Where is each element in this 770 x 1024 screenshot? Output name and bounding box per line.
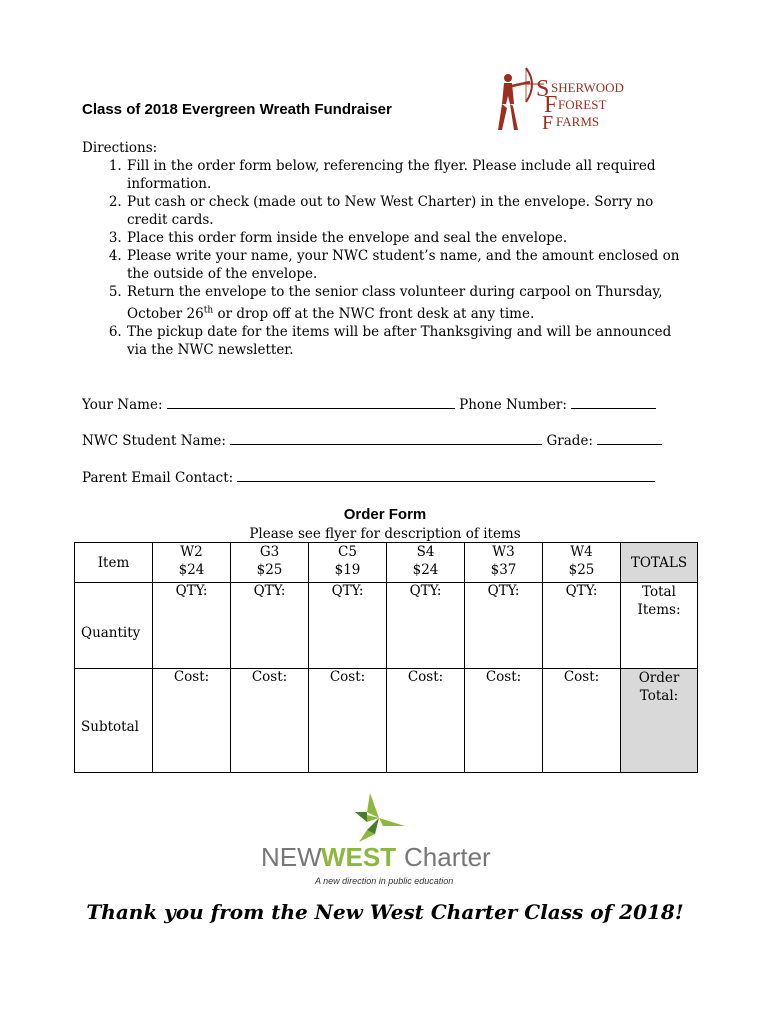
form-title: Class of 2018 Evergreen Wreath Fundraiser: [82, 101, 392, 118]
cost-label: Cost:: [173, 669, 210, 685]
cost-cell[interactable]: [231, 669, 309, 773]
order-total-cell[interactable]: [621, 669, 698, 773]
item-w3-header: [465, 543, 543, 583]
cost-cell[interactable]: [309, 669, 387, 773]
cost-label: Cost:: [407, 669, 444, 685]
cost-cell[interactable]: [153, 669, 231, 773]
student-name-field[interactable]: [230, 430, 542, 445]
directions: [82, 139, 692, 359]
cost-label: Cost:: [563, 669, 600, 685]
item-price: $19: [334, 562, 361, 578]
order-form-title: Order Form: [343, 506, 427, 523]
order-form-subtitle: Please see flyer for description of items: [249, 526, 521, 542]
qty-cell[interactable]: [465, 583, 543, 669]
parent-email-field[interactable]: [237, 467, 655, 482]
direction-item: 1. Fill in the order form below, referencing the flyer. Please include all required information.: [126, 157, 692, 193]
item-s4-header: [387, 543, 465, 583]
qty-cell[interactable]: [231, 583, 309, 669]
direction-item: 2. Put cash or check (made out to New West Charter) in the envelope. Sorry no credit cards.: [126, 193, 692, 229]
qty-label: QTY:: [331, 583, 364, 599]
your-name-field[interactable]: [167, 394, 455, 409]
total-items-label: Total Items:: [637, 584, 681, 618]
item-price: $24: [412, 562, 439, 578]
cost-cell[interactable]: [387, 669, 465, 773]
qty-cell[interactable]: [309, 583, 387, 669]
item-price: $25: [256, 562, 283, 578]
qty-cell[interactable]: [153, 583, 231, 669]
item-w4-header: [543, 543, 621, 583]
direction-item: 6. The pickup date for the items will be after Thanksgiving and will be announced via the NWC newsletter.: [126, 323, 692, 359]
your-name-label: Your Name:: [82, 397, 163, 413]
item-price: $25: [568, 562, 595, 578]
qty-label: QTY:: [487, 583, 520, 599]
item-header: Item: [75, 543, 153, 583]
subtotal-label: Subtotal: [75, 669, 153, 773]
phone-field[interactable]: [571, 394, 656, 409]
item-code: W2: [180, 544, 203, 560]
qty-label: QTY:: [175, 583, 208, 599]
logo-west: WEST: [321, 842, 397, 872]
logo-text-sherwood: SHERWOOD: [551, 80, 624, 95]
logo-tagline: A new direction in public education: [315, 876, 454, 886]
direction-item-5-text: Return the envelope to the senior class volunteer during carpool on Thursday, October 26th or drop off at the NWC front desk at any time.: [127, 284, 663, 322]
item-g3-header: [231, 543, 309, 583]
parent-email-label: Parent Email Contact:: [82, 470, 234, 486]
logo-charter: Charter: [404, 842, 491, 872]
phone-label: Phone Number:: [459, 397, 567, 413]
qty-label: QTY:: [565, 583, 598, 599]
svg-text:F: F: [544, 92, 558, 118]
new-west-charter-logo: [255, 790, 515, 890]
cost-label: Cost:: [485, 669, 522, 685]
total-items-cell[interactable]: [621, 583, 698, 669]
item-w2-header: [153, 543, 231, 583]
qty-cell[interactable]: [543, 583, 621, 669]
item-code: C5: [338, 544, 357, 560]
item-code: W4: [570, 544, 593, 560]
direction-item: [126, 283, 692, 323]
item-code: G3: [259, 544, 280, 560]
order-total-label: Order Total:: [638, 670, 680, 704]
qty-cell[interactable]: [387, 583, 465, 669]
item-code: S4: [416, 544, 435, 560]
grade-label: Grade:: [546, 433, 593, 449]
item-price: $37: [490, 562, 517, 578]
sherwood-forest-farms-logo: [486, 66, 636, 136]
svg-text:F: F: [542, 112, 554, 134]
cost-label: Cost:: [329, 669, 366, 685]
student-name-label: NWC Student Name:: [82, 433, 226, 449]
item-code: W3: [492, 544, 515, 560]
cost-cell[interactable]: [465, 669, 543, 773]
svg-text:S: S: [536, 76, 550, 102]
thank-you-message: Thank you from the New West Charter Class of 2018!: [86, 900, 684, 924]
grade-field[interactable]: [597, 430, 662, 445]
order-table: [74, 542, 698, 773]
direction-item: 3. Place this order form inside the envelope and seal the envelope.: [126, 229, 692, 247]
logo-text-forest: FOREST: [558, 97, 607, 112]
logo-text-farms: FARMS: [556, 114, 600, 129]
item-c5-header: [309, 543, 387, 583]
logo-new: NEW: [261, 842, 322, 872]
qty-label: QTY:: [253, 583, 286, 599]
item-price: $24: [178, 562, 205, 578]
qty-label: QTY:: [409, 583, 442, 599]
cost-label: Cost:: [251, 669, 288, 685]
totals-header: TOTALS: [621, 543, 698, 583]
direction-item: 4. Please write your name, your NWC student’s name, and the amount enclosed on the outside of the envelope.: [126, 247, 692, 283]
cost-cell[interactable]: [543, 669, 621, 773]
directions-label: Directions:: [82, 140, 158, 156]
quantity-label: Quantity: [75, 583, 153, 669]
